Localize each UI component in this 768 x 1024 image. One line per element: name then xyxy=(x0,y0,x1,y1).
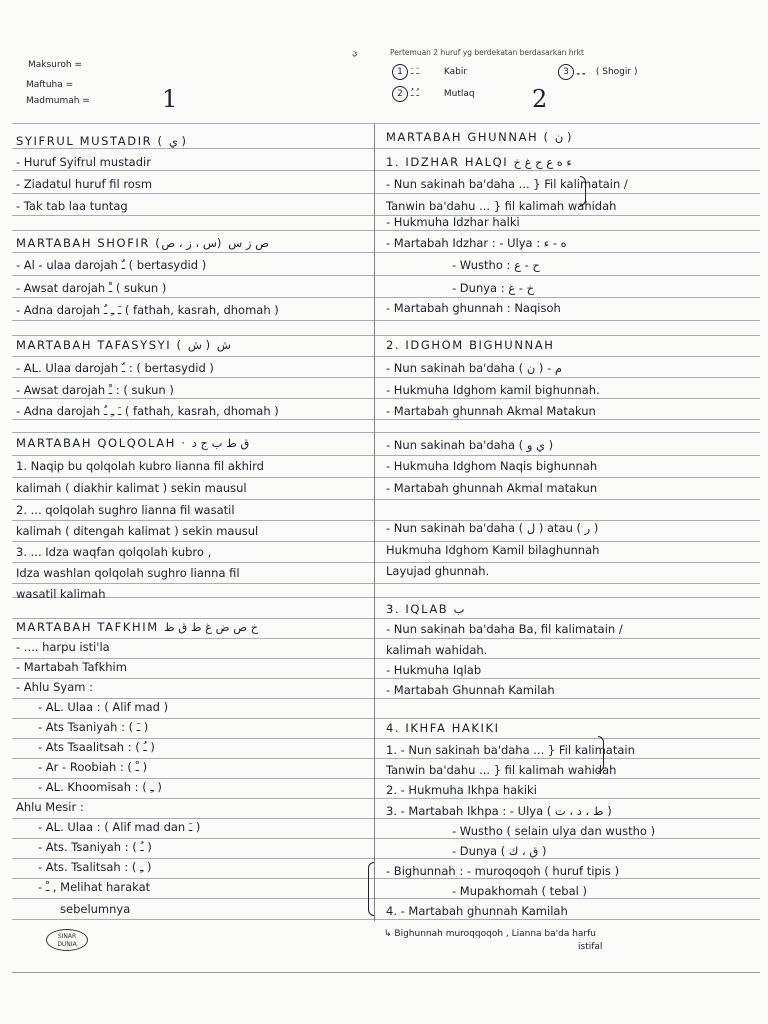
item-2-label: Mutlaq xyxy=(443,89,475,99)
footer-note-text: Bighunnah muroqqoqoh , Lianna ba'da harfu xyxy=(394,929,597,939)
right-line: 4. - Martabah ghunnah Kamilah xyxy=(386,904,568,918)
left-heading: MARTABAH TAFKHIM خ ص ض غ ط ق ظ xyxy=(16,620,259,634)
right-line: - Hukmuha Iqlab xyxy=(386,663,482,677)
left-line: - Martabah Tafkhim xyxy=(16,660,127,674)
left-line: sebelumnya xyxy=(60,902,131,916)
left-line: Idza washlan qolqolah sughro lianna fil xyxy=(16,566,240,580)
left-line: - Ar - Roobiah : ( ـْ ) xyxy=(38,760,148,774)
column-number-2: 2 xyxy=(532,85,548,113)
left-line: wasatil kalimah xyxy=(16,587,106,601)
item-3-label: ( Shogir ) xyxy=(595,67,638,77)
pertemuan-title: Pertemuan 2 huruf yg berdekatan berdasarkan hrkt xyxy=(390,48,584,57)
right-line: - Martabah ghunnah Akmal Matakun xyxy=(386,404,596,418)
left-heading: MARTABAH QOLQOLAH · ق ط ب ج د xyxy=(16,436,250,450)
right-line: - Bighunnah : - muroqoqoh ( huruf tipis ) xyxy=(386,864,620,878)
left-line: - Ahlu Syam : xyxy=(16,680,93,694)
right-line: - Nun sakinah ba'daha ... } Fil kalimatain / xyxy=(386,177,628,191)
left-line: Ahlu Mesir : xyxy=(16,800,84,814)
right-line: - Wustho ( selain ulya dan wustho ) xyxy=(452,824,656,838)
madmumah-label: Madmumah = xyxy=(26,96,90,106)
right-line: Layujad ghunnah. xyxy=(386,564,490,578)
left-line: - Ats. Tsalitsah : ( ـِ ) xyxy=(38,860,152,874)
left-line: 1. Naqip bu qolqolah kubro lianna fil akhird xyxy=(16,459,264,473)
left-line: - Ziadatul huruf fil rosm xyxy=(16,177,153,191)
footer-note-line2: istifal xyxy=(578,942,603,952)
left-line: - Ats Tsaniyah : ( ـَ ) xyxy=(38,720,149,734)
item-1-marks: ـَ ـَ xyxy=(410,67,420,77)
pertemuan-mark: يَ xyxy=(352,48,358,57)
right-line: - Hukmuha Idzhar halki xyxy=(386,215,520,229)
right-line: 1. - Nun sakinah ba'daha ... } Fil kalimatain xyxy=(386,743,635,757)
right-line: - Nun sakinah ba'daha Ba, fil kalimatain / xyxy=(386,622,623,636)
right-line: - Martabah Idzhar : - Ulya : ه - ء xyxy=(386,236,567,250)
right-heading: 4. IKHFA HAKIKI xyxy=(386,721,500,735)
left-line: - Tak tab laa tuntag xyxy=(16,199,128,213)
left-line: kalimah ( ditengah kalimat ) sekin mausul xyxy=(16,524,259,538)
right-heading: MARTABAH GHUNNAH ( ن ) xyxy=(386,130,574,144)
left-line: - ـْ , Melihat harakat xyxy=(38,880,151,894)
right-line: - Nun sakinah ba'daha ( ل ) atau ( ر ) xyxy=(386,521,599,535)
item-3 xyxy=(558,64,637,80)
right-line: - Dunya ( ق ، ك ) xyxy=(452,844,547,858)
left-line: - Ats. Tsaniyah : ( ـُ ) xyxy=(38,840,152,854)
right-heading: 2. IDGHOM BIGHUNNAH xyxy=(386,338,555,352)
right-line: 2. - Hukmuha Ikhpa hakiki xyxy=(386,783,537,797)
brace-ikhfa xyxy=(598,736,604,772)
right-line: - Mupakhomah ( tebal ) xyxy=(452,884,587,898)
left-line: - Adna darojah ـَ ـِ ـُ ( fathah, kasrah, dhomah ) xyxy=(16,404,279,418)
maftuha-label: Maftuha = xyxy=(26,80,74,90)
left-line: 2. ... qolqolah sughro lianna fil wasatil xyxy=(16,503,235,517)
right-line: Tanwin ba'dahu ... } fil kalimah wahidah xyxy=(386,199,617,213)
column-number-1: 1 xyxy=(162,85,178,113)
right-line: - Dunya : خ - غ xyxy=(452,281,535,295)
stamp-line2: DUNIA xyxy=(57,941,77,948)
left-line: - AL. Khoomisah : ( ـِ ) xyxy=(38,780,162,794)
item-1-label: Kabir xyxy=(443,67,468,77)
right-heading: 3. IQLAB ب xyxy=(386,602,465,616)
right-heading: 1. IDZHAR HALQI ء ه ع ح غ خ xyxy=(386,155,572,169)
right-line: - Wustho : ح - ع xyxy=(452,258,540,272)
column-divider xyxy=(374,124,375,921)
item-3-number: 3 xyxy=(558,64,574,80)
item-2 xyxy=(392,86,475,102)
right-line: Tanwin ba'dahu ... } fil kalimah wahidah xyxy=(386,763,617,777)
publisher-stamp xyxy=(46,929,88,951)
item-1 xyxy=(392,64,467,80)
right-line: - Martabah ghunnah : Naqisoh xyxy=(386,301,561,315)
left-line: - Al - ulaa darojah ـّ ( bertasydid ) xyxy=(16,258,207,272)
left-line: - Huruf Syifrul mustadir xyxy=(16,155,151,169)
item-2-marks: ـُ ـُ xyxy=(410,89,420,99)
right-line: - Nun sakinah ba'daha ( ن ) - م xyxy=(386,361,562,375)
left-heading: MARTABAH TAFASYSYI ( ش ) ش xyxy=(16,338,231,352)
left-heading: SYIFRUL MUSTADIR ( ي ) xyxy=(16,134,188,148)
brace-bighunnah xyxy=(368,862,374,916)
left-line: - Adna darojah ـَ ـِ ـُ ( fathah, kasrah, dhomah ) xyxy=(16,303,279,317)
left-line: - .... harpu isti'la xyxy=(16,640,110,654)
item-3-marks: ـِ ـِ xyxy=(576,67,586,77)
left-line: - AL. Ulaa : ( Alif mad ) xyxy=(38,700,169,714)
footer-note-line1: ↳ Bighunnah muroqqoqoh , Lianna ba'da harfu xyxy=(384,929,597,939)
left-line: 3. ... Idza waqfan qolqolah kubro , xyxy=(16,545,212,559)
left-line: - Awsat darojah ـْ ( sukun ) xyxy=(16,281,167,295)
item-1-number: 1 xyxy=(392,64,408,80)
right-line: - Hukmuha Idghom Naqis bighunnah xyxy=(386,459,598,473)
left-heading: MARTABAH SHOFIR (س ، ز ، ص) ص ز س xyxy=(16,236,270,250)
right-line: - Nun sakinah ba'daha ( ي و ) xyxy=(386,438,554,452)
left-line: - Awsat darojah ـْ : ( sukun ) xyxy=(16,383,174,397)
right-line: - Hukmuha Idghom kamil bighunnah. xyxy=(386,383,600,397)
right-line: - Martabah Ghunnah Kamilah xyxy=(386,683,555,697)
right-line: kalimah wahidah. xyxy=(386,643,488,657)
brace-idzhar xyxy=(580,176,586,206)
maksuroh-label: Maksuroh = xyxy=(28,60,82,70)
left-line: kalimah ( diakhir kalimat ) sekin mausul xyxy=(16,481,247,495)
left-line: - AL. Ulaa darojah ـّ : ( bertasydid ) xyxy=(16,361,214,375)
stamp-line1: SINAR xyxy=(57,933,77,940)
item-2-number: 2 xyxy=(392,86,408,102)
right-line: 3. - Martabah Ikhpa : - Ulya ( ط ، د ، ت ) xyxy=(386,804,612,818)
left-line: - AL. Ulaa : ( Alif mad dan ـَ ) xyxy=(38,820,201,834)
right-line: - Martabah ghunnah Akmal matakun xyxy=(386,481,598,495)
left-line: - Ats Tsaalitsah : ( ـُ ) xyxy=(38,740,155,754)
right-line: Hukmuha Idghom Kamil bilaghunnah xyxy=(386,543,600,557)
